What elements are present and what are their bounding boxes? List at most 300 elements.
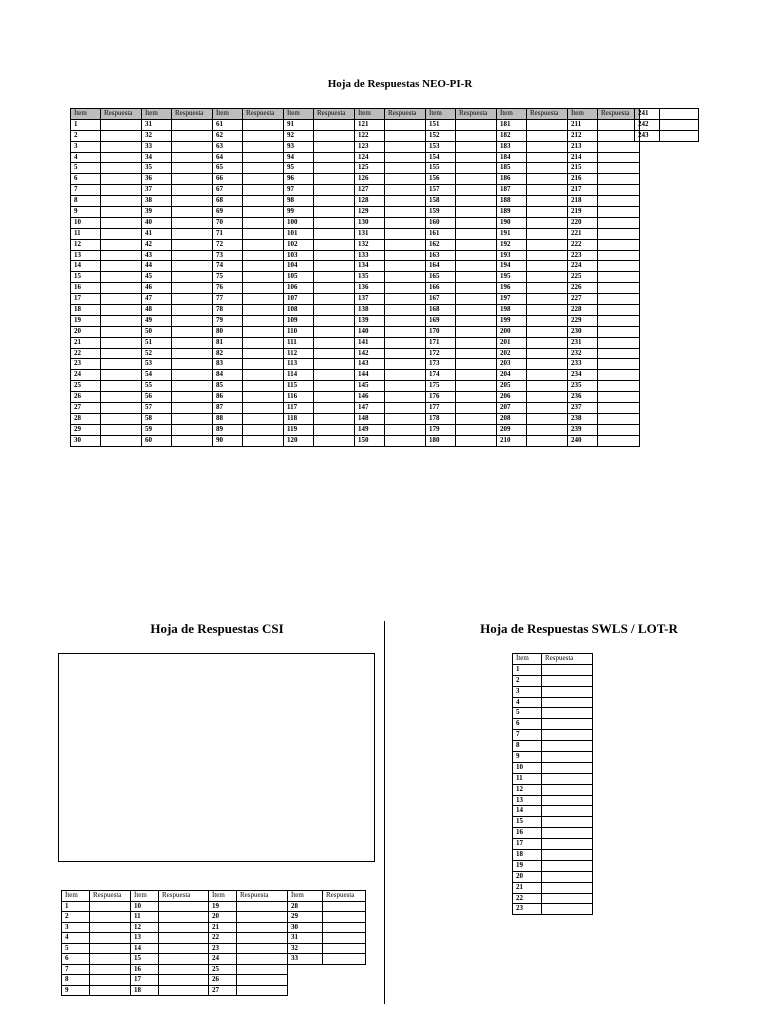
response-cell[interactable] bbox=[527, 337, 568, 348]
response-cell[interactable] bbox=[527, 435, 568, 446]
response-cell[interactable] bbox=[456, 239, 497, 250]
response-cell[interactable] bbox=[660, 131, 699, 142]
response-cell[interactable] bbox=[385, 315, 426, 326]
response-cell[interactable] bbox=[90, 975, 131, 986]
response-cell[interactable] bbox=[243, 272, 284, 283]
response-cell[interactable] bbox=[527, 141, 568, 152]
response-cell[interactable] bbox=[456, 305, 497, 316]
response-cell[interactable] bbox=[243, 250, 284, 261]
response-cell[interactable] bbox=[314, 337, 355, 348]
response-cell[interactable] bbox=[456, 250, 497, 261]
response-cell[interactable] bbox=[172, 207, 213, 218]
response-cell[interactable] bbox=[598, 435, 640, 446]
response-cell[interactable] bbox=[101, 403, 142, 414]
response-cell[interactable] bbox=[159, 922, 209, 933]
response-cell[interactable] bbox=[159, 985, 209, 996]
response-cell[interactable] bbox=[237, 964, 288, 975]
response-cell[interactable] bbox=[456, 359, 497, 370]
response-cell[interactable] bbox=[598, 424, 640, 435]
response-cell[interactable] bbox=[542, 904, 593, 915]
response-cell[interactable] bbox=[598, 305, 640, 316]
response-cell[interactable] bbox=[385, 174, 426, 185]
response-cell[interactable] bbox=[542, 664, 593, 675]
response-cell[interactable] bbox=[314, 392, 355, 403]
response-cell[interactable] bbox=[314, 196, 355, 207]
response-cell[interactable] bbox=[598, 239, 640, 250]
response-cell[interactable] bbox=[101, 141, 142, 152]
response-cell[interactable] bbox=[385, 370, 426, 381]
response-cell[interactable] bbox=[101, 163, 142, 174]
response-cell[interactable] bbox=[237, 985, 288, 996]
response-cell[interactable] bbox=[172, 119, 213, 130]
response-cell[interactable] bbox=[385, 337, 426, 348]
response-cell[interactable] bbox=[456, 196, 497, 207]
response-cell[interactable] bbox=[243, 294, 284, 305]
response-cell[interactable] bbox=[90, 964, 131, 975]
response-cell[interactable] bbox=[456, 403, 497, 414]
response-cell[interactable] bbox=[385, 130, 426, 141]
response-cell[interactable] bbox=[101, 130, 142, 141]
response-cell[interactable] bbox=[101, 119, 142, 130]
response-cell[interactable] bbox=[385, 185, 426, 196]
response-cell[interactable] bbox=[172, 239, 213, 250]
response-cell[interactable] bbox=[598, 196, 640, 207]
response-cell[interactable] bbox=[323, 901, 366, 912]
response-cell[interactable] bbox=[542, 675, 593, 686]
response-cell[interactable] bbox=[314, 435, 355, 446]
response-cell[interactable] bbox=[237, 954, 288, 965]
response-cell[interactable] bbox=[314, 272, 355, 283]
response-cell[interactable] bbox=[243, 348, 284, 359]
response-cell[interactable] bbox=[243, 337, 284, 348]
response-cell[interactable] bbox=[90, 943, 131, 954]
response-cell[interactable] bbox=[385, 413, 426, 424]
response-cell[interactable] bbox=[101, 337, 142, 348]
response-cell[interactable] bbox=[172, 348, 213, 359]
response-cell[interactable] bbox=[243, 326, 284, 337]
response-cell[interactable] bbox=[527, 185, 568, 196]
response-cell[interactable] bbox=[598, 141, 640, 152]
response-cell[interactable] bbox=[90, 922, 131, 933]
response-cell[interactable] bbox=[314, 305, 355, 316]
response-cell[interactable] bbox=[237, 975, 288, 986]
response-cell[interactable] bbox=[314, 294, 355, 305]
response-cell[interactable] bbox=[385, 294, 426, 305]
response-cell[interactable] bbox=[314, 261, 355, 272]
response-cell[interactable] bbox=[172, 130, 213, 141]
response-cell[interactable] bbox=[159, 912, 209, 923]
response-cell[interactable] bbox=[527, 163, 568, 174]
response-cell[interactable] bbox=[456, 392, 497, 403]
response-cell[interactable] bbox=[243, 435, 284, 446]
response-cell[interactable] bbox=[159, 933, 209, 944]
response-cell[interactable] bbox=[314, 152, 355, 163]
response-cell[interactable] bbox=[598, 272, 640, 283]
response-cell[interactable] bbox=[542, 871, 593, 882]
response-cell[interactable] bbox=[314, 174, 355, 185]
response-cell[interactable] bbox=[243, 119, 284, 130]
response-cell[interactable] bbox=[172, 403, 213, 414]
response-cell[interactable] bbox=[90, 901, 131, 912]
response-cell[interactable] bbox=[172, 185, 213, 196]
response-cell[interactable] bbox=[527, 130, 568, 141]
response-cell[interactable] bbox=[385, 239, 426, 250]
response-cell[interactable] bbox=[101, 239, 142, 250]
response-cell[interactable] bbox=[90, 985, 131, 996]
response-cell[interactable] bbox=[542, 806, 593, 817]
response-cell[interactable] bbox=[90, 954, 131, 965]
response-cell[interactable] bbox=[101, 435, 142, 446]
response-cell[interactable] bbox=[385, 119, 426, 130]
response-cell[interactable] bbox=[101, 174, 142, 185]
response-cell[interactable] bbox=[385, 196, 426, 207]
response-cell[interactable] bbox=[243, 174, 284, 185]
response-cell[interactable] bbox=[172, 326, 213, 337]
response-cell[interactable] bbox=[172, 370, 213, 381]
response-cell[interactable] bbox=[385, 435, 426, 446]
response-cell[interactable] bbox=[456, 141, 497, 152]
response-cell[interactable] bbox=[314, 370, 355, 381]
response-cell[interactable] bbox=[527, 315, 568, 326]
response-cell[interactable] bbox=[598, 250, 640, 261]
response-cell[interactable] bbox=[598, 403, 640, 414]
response-cell[interactable] bbox=[598, 228, 640, 239]
response-cell[interactable] bbox=[542, 741, 593, 752]
response-cell[interactable] bbox=[314, 326, 355, 337]
response-cell[interactable] bbox=[172, 337, 213, 348]
response-cell[interactable] bbox=[542, 752, 593, 763]
response-cell[interactable] bbox=[542, 850, 593, 861]
response-cell[interactable] bbox=[172, 413, 213, 424]
response-cell[interactable] bbox=[456, 424, 497, 435]
response-cell[interactable] bbox=[527, 207, 568, 218]
response-cell[interactable] bbox=[314, 315, 355, 326]
response-cell[interactable] bbox=[101, 381, 142, 392]
response-cell[interactable] bbox=[314, 424, 355, 435]
response-cell[interactable] bbox=[159, 975, 209, 986]
response-cell[interactable] bbox=[527, 413, 568, 424]
response-cell[interactable] bbox=[527, 403, 568, 414]
item-number: 36 bbox=[142, 174, 172, 185]
response-cell[interactable] bbox=[314, 119, 355, 130]
response-cell[interactable] bbox=[243, 403, 284, 414]
response-cell[interactable] bbox=[172, 424, 213, 435]
response-cell[interactable] bbox=[598, 294, 640, 305]
response-cell[interactable] bbox=[598, 207, 640, 218]
response-cell[interactable] bbox=[598, 381, 640, 392]
response-cell[interactable] bbox=[314, 239, 355, 250]
response-cell[interactable] bbox=[323, 943, 366, 954]
response-cell[interactable] bbox=[542, 773, 593, 784]
response-cell[interactable] bbox=[101, 217, 142, 228]
response-cell[interactable] bbox=[598, 217, 640, 228]
response-cell[interactable] bbox=[598, 174, 640, 185]
response-cell[interactable] bbox=[172, 359, 213, 370]
response-cell[interactable] bbox=[542, 708, 593, 719]
response-cell[interactable] bbox=[243, 359, 284, 370]
response-cell[interactable] bbox=[456, 130, 497, 141]
response-cell[interactable] bbox=[243, 392, 284, 403]
response-cell[interactable] bbox=[598, 348, 640, 359]
response-cell[interactable] bbox=[542, 697, 593, 708]
response-cell[interactable] bbox=[101, 152, 142, 163]
response-cell[interactable] bbox=[172, 163, 213, 174]
response-cell[interactable] bbox=[323, 912, 366, 923]
response-cell[interactable] bbox=[456, 272, 497, 283]
response-cell[interactable] bbox=[172, 272, 213, 283]
response-cell[interactable] bbox=[172, 294, 213, 305]
response-cell[interactable] bbox=[237, 933, 288, 944]
response-cell[interactable] bbox=[172, 141, 213, 152]
response-cell[interactable] bbox=[598, 185, 640, 196]
response-cell[interactable] bbox=[101, 359, 142, 370]
response-cell[interactable] bbox=[101, 250, 142, 261]
response-cell[interactable] bbox=[314, 228, 355, 239]
response-cell[interactable] bbox=[314, 348, 355, 359]
response-cell[interactable] bbox=[385, 381, 426, 392]
response-cell[interactable] bbox=[456, 185, 497, 196]
response-cell[interactable] bbox=[456, 228, 497, 239]
response-cell[interactable] bbox=[243, 228, 284, 239]
response-cell[interactable] bbox=[172, 283, 213, 294]
response-cell[interactable] bbox=[172, 152, 213, 163]
response-cell[interactable] bbox=[542, 730, 593, 741]
response-cell[interactable] bbox=[314, 163, 355, 174]
response-cell[interactable] bbox=[456, 152, 497, 163]
response-cell[interactable] bbox=[101, 185, 142, 196]
response-cell[interactable] bbox=[385, 348, 426, 359]
response-cell[interactable] bbox=[101, 315, 142, 326]
response-cell[interactable] bbox=[172, 217, 213, 228]
response-cell[interactable] bbox=[542, 839, 593, 850]
response-cell[interactable] bbox=[237, 943, 288, 954]
response-cell[interactable] bbox=[527, 152, 568, 163]
response-cell[interactable] bbox=[101, 392, 142, 403]
response-cell[interactable] bbox=[243, 207, 284, 218]
response-cell[interactable] bbox=[243, 185, 284, 196]
response-cell[interactable] bbox=[456, 163, 497, 174]
response-cell[interactable] bbox=[527, 424, 568, 435]
response-cell[interactable] bbox=[101, 196, 142, 207]
response-cell[interactable] bbox=[243, 163, 284, 174]
response-cell[interactable] bbox=[456, 174, 497, 185]
response-cell[interactable] bbox=[323, 954, 366, 965]
response-cell[interactable] bbox=[314, 413, 355, 424]
response-cell[interactable] bbox=[101, 326, 142, 337]
response-cell[interactable] bbox=[243, 239, 284, 250]
response-cell[interactable] bbox=[456, 370, 497, 381]
response-cell[interactable] bbox=[90, 912, 131, 923]
response-cell[interactable] bbox=[542, 795, 593, 806]
response-cell[interactable] bbox=[385, 283, 426, 294]
response-cell[interactable] bbox=[314, 283, 355, 294]
response-cell[interactable] bbox=[172, 228, 213, 239]
response-cell[interactable] bbox=[243, 130, 284, 141]
response-cell[interactable] bbox=[598, 163, 640, 174]
response-cell[interactable] bbox=[385, 359, 426, 370]
response-cell[interactable] bbox=[101, 424, 142, 435]
response-cell[interactable] bbox=[527, 239, 568, 250]
response-cell[interactable] bbox=[527, 250, 568, 261]
response-cell[interactable] bbox=[385, 141, 426, 152]
response-cell[interactable] bbox=[456, 435, 497, 446]
response-cell[interactable] bbox=[237, 901, 288, 912]
response-cell[interactable] bbox=[314, 381, 355, 392]
response-cell[interactable] bbox=[237, 912, 288, 923]
response-cell[interactable] bbox=[542, 762, 593, 773]
response-cell[interactable] bbox=[456, 217, 497, 228]
response-cell[interactable] bbox=[314, 130, 355, 141]
response-cell[interactable] bbox=[385, 326, 426, 337]
response-cell[interactable] bbox=[456, 207, 497, 218]
response-cell[interactable] bbox=[542, 784, 593, 795]
response-cell[interactable] bbox=[385, 272, 426, 283]
response-cell[interactable] bbox=[598, 337, 640, 348]
response-cell[interactable] bbox=[456, 261, 497, 272]
response-cell[interactable] bbox=[243, 152, 284, 163]
response-cell[interactable] bbox=[172, 315, 213, 326]
response-cell[interactable] bbox=[527, 261, 568, 272]
response-cell[interactable] bbox=[90, 933, 131, 944]
response-cell[interactable] bbox=[159, 964, 209, 975]
response-cell[interactable] bbox=[101, 207, 142, 218]
response-cell[interactable] bbox=[101, 272, 142, 283]
response-cell[interactable] bbox=[243, 141, 284, 152]
response-cell[interactable] bbox=[527, 370, 568, 381]
response-cell[interactable] bbox=[542, 893, 593, 904]
response-cell[interactable] bbox=[542, 686, 593, 697]
response-cell[interactable] bbox=[527, 348, 568, 359]
response-cell[interactable] bbox=[456, 326, 497, 337]
response-cell[interactable] bbox=[527, 217, 568, 228]
response-cell[interactable] bbox=[542, 817, 593, 828]
response-cell[interactable] bbox=[243, 413, 284, 424]
response-cell[interactable] bbox=[385, 163, 426, 174]
response-cell[interactable] bbox=[527, 305, 568, 316]
response-cell[interactable] bbox=[385, 305, 426, 316]
response-cell[interactable] bbox=[172, 196, 213, 207]
response-cell[interactable] bbox=[172, 261, 213, 272]
response-cell[interactable] bbox=[385, 152, 426, 163]
response-cell[interactable] bbox=[101, 305, 142, 316]
response-cell[interactable] bbox=[527, 228, 568, 239]
response-cell[interactable] bbox=[172, 250, 213, 261]
response-cell[interactable] bbox=[243, 381, 284, 392]
response-cell[interactable] bbox=[243, 424, 284, 435]
response-cell[interactable] bbox=[101, 413, 142, 424]
response-cell[interactable] bbox=[243, 217, 284, 228]
response-cell[interactable] bbox=[456, 315, 497, 326]
response-cell[interactable] bbox=[385, 403, 426, 414]
response-cell[interactable] bbox=[660, 120, 699, 131]
response-cell[interactable] bbox=[598, 413, 640, 424]
response-cell[interactable] bbox=[314, 250, 355, 261]
response-cell[interactable] bbox=[598, 326, 640, 337]
response-cell[interactable] bbox=[456, 348, 497, 359]
response-cell[interactable] bbox=[323, 922, 366, 933]
response-cell[interactable] bbox=[172, 305, 213, 316]
response-cell[interactable] bbox=[527, 359, 568, 370]
response-cell[interactable] bbox=[243, 261, 284, 272]
response-cell[interactable] bbox=[314, 359, 355, 370]
response-cell[interactable] bbox=[598, 261, 640, 272]
response-cell[interactable] bbox=[598, 152, 640, 163]
response-cell[interactable] bbox=[456, 283, 497, 294]
response-cell[interactable] bbox=[159, 954, 209, 965]
response-cell[interactable] bbox=[172, 435, 213, 446]
response-cell[interactable] bbox=[542, 828, 593, 839]
response-cell[interactable] bbox=[385, 228, 426, 239]
response-cell[interactable] bbox=[314, 207, 355, 218]
response-cell[interactable] bbox=[456, 381, 497, 392]
response-cell[interactable] bbox=[598, 392, 640, 403]
response-cell[interactable] bbox=[101, 370, 142, 381]
response-cell[interactable] bbox=[598, 315, 640, 326]
response-cell[interactable] bbox=[101, 294, 142, 305]
response-cell[interactable] bbox=[385, 207, 426, 218]
response-cell[interactable] bbox=[385, 250, 426, 261]
response-cell[interactable] bbox=[314, 217, 355, 228]
response-cell[interactable] bbox=[243, 305, 284, 316]
response-cell[interactable] bbox=[456, 119, 497, 130]
response-cell[interactable] bbox=[527, 381, 568, 392]
response-cell[interactable] bbox=[527, 326, 568, 337]
response-cell[interactable] bbox=[101, 261, 142, 272]
response-cell[interactable] bbox=[456, 294, 497, 305]
response-cell[interactable] bbox=[237, 922, 288, 933]
response-cell[interactable] bbox=[527, 392, 568, 403]
response-cell[interactable] bbox=[314, 403, 355, 414]
response-cell[interactable] bbox=[527, 119, 568, 130]
response-cell[interactable] bbox=[385, 217, 426, 228]
response-cell[interactable] bbox=[314, 185, 355, 196]
csi-response-box[interactable] bbox=[58, 653, 375, 862]
response-cell[interactable] bbox=[101, 348, 142, 359]
response-cell[interactable] bbox=[598, 283, 640, 294]
response-cell[interactable] bbox=[101, 228, 142, 239]
response-cell[interactable] bbox=[159, 901, 209, 912]
response-cell[interactable] bbox=[542, 719, 593, 730]
response-cell[interactable] bbox=[243, 196, 284, 207]
response-cell[interactable] bbox=[159, 943, 209, 954]
response-cell[interactable] bbox=[456, 413, 497, 424]
response-cell[interactable] bbox=[314, 141, 355, 152]
response-cell[interactable] bbox=[542, 882, 593, 893]
response-cell[interactable] bbox=[527, 294, 568, 305]
response-cell[interactable] bbox=[385, 392, 426, 403]
response-cell[interactable] bbox=[660, 109, 699, 120]
response-cell[interactable] bbox=[243, 283, 284, 294]
response-cell[interactable] bbox=[527, 272, 568, 283]
response-cell[interactable] bbox=[598, 370, 640, 381]
item-number: 27 bbox=[71, 403, 101, 414]
response-cell[interactable] bbox=[323, 933, 366, 944]
response-cell[interactable] bbox=[172, 174, 213, 185]
response-cell[interactable] bbox=[172, 392, 213, 403]
response-cell[interactable] bbox=[542, 860, 593, 871]
response-cell[interactable] bbox=[243, 315, 284, 326]
response-cell[interactable] bbox=[527, 196, 568, 207]
response-cell[interactable] bbox=[456, 337, 497, 348]
response-cell[interactable] bbox=[385, 261, 426, 272]
response-cell[interactable] bbox=[527, 174, 568, 185]
response-cell[interactable] bbox=[385, 424, 426, 435]
response-cell[interactable] bbox=[243, 370, 284, 381]
response-cell[interactable] bbox=[598, 359, 640, 370]
response-cell[interactable] bbox=[527, 283, 568, 294]
response-cell[interactable] bbox=[101, 283, 142, 294]
response-cell[interactable] bbox=[172, 381, 213, 392]
